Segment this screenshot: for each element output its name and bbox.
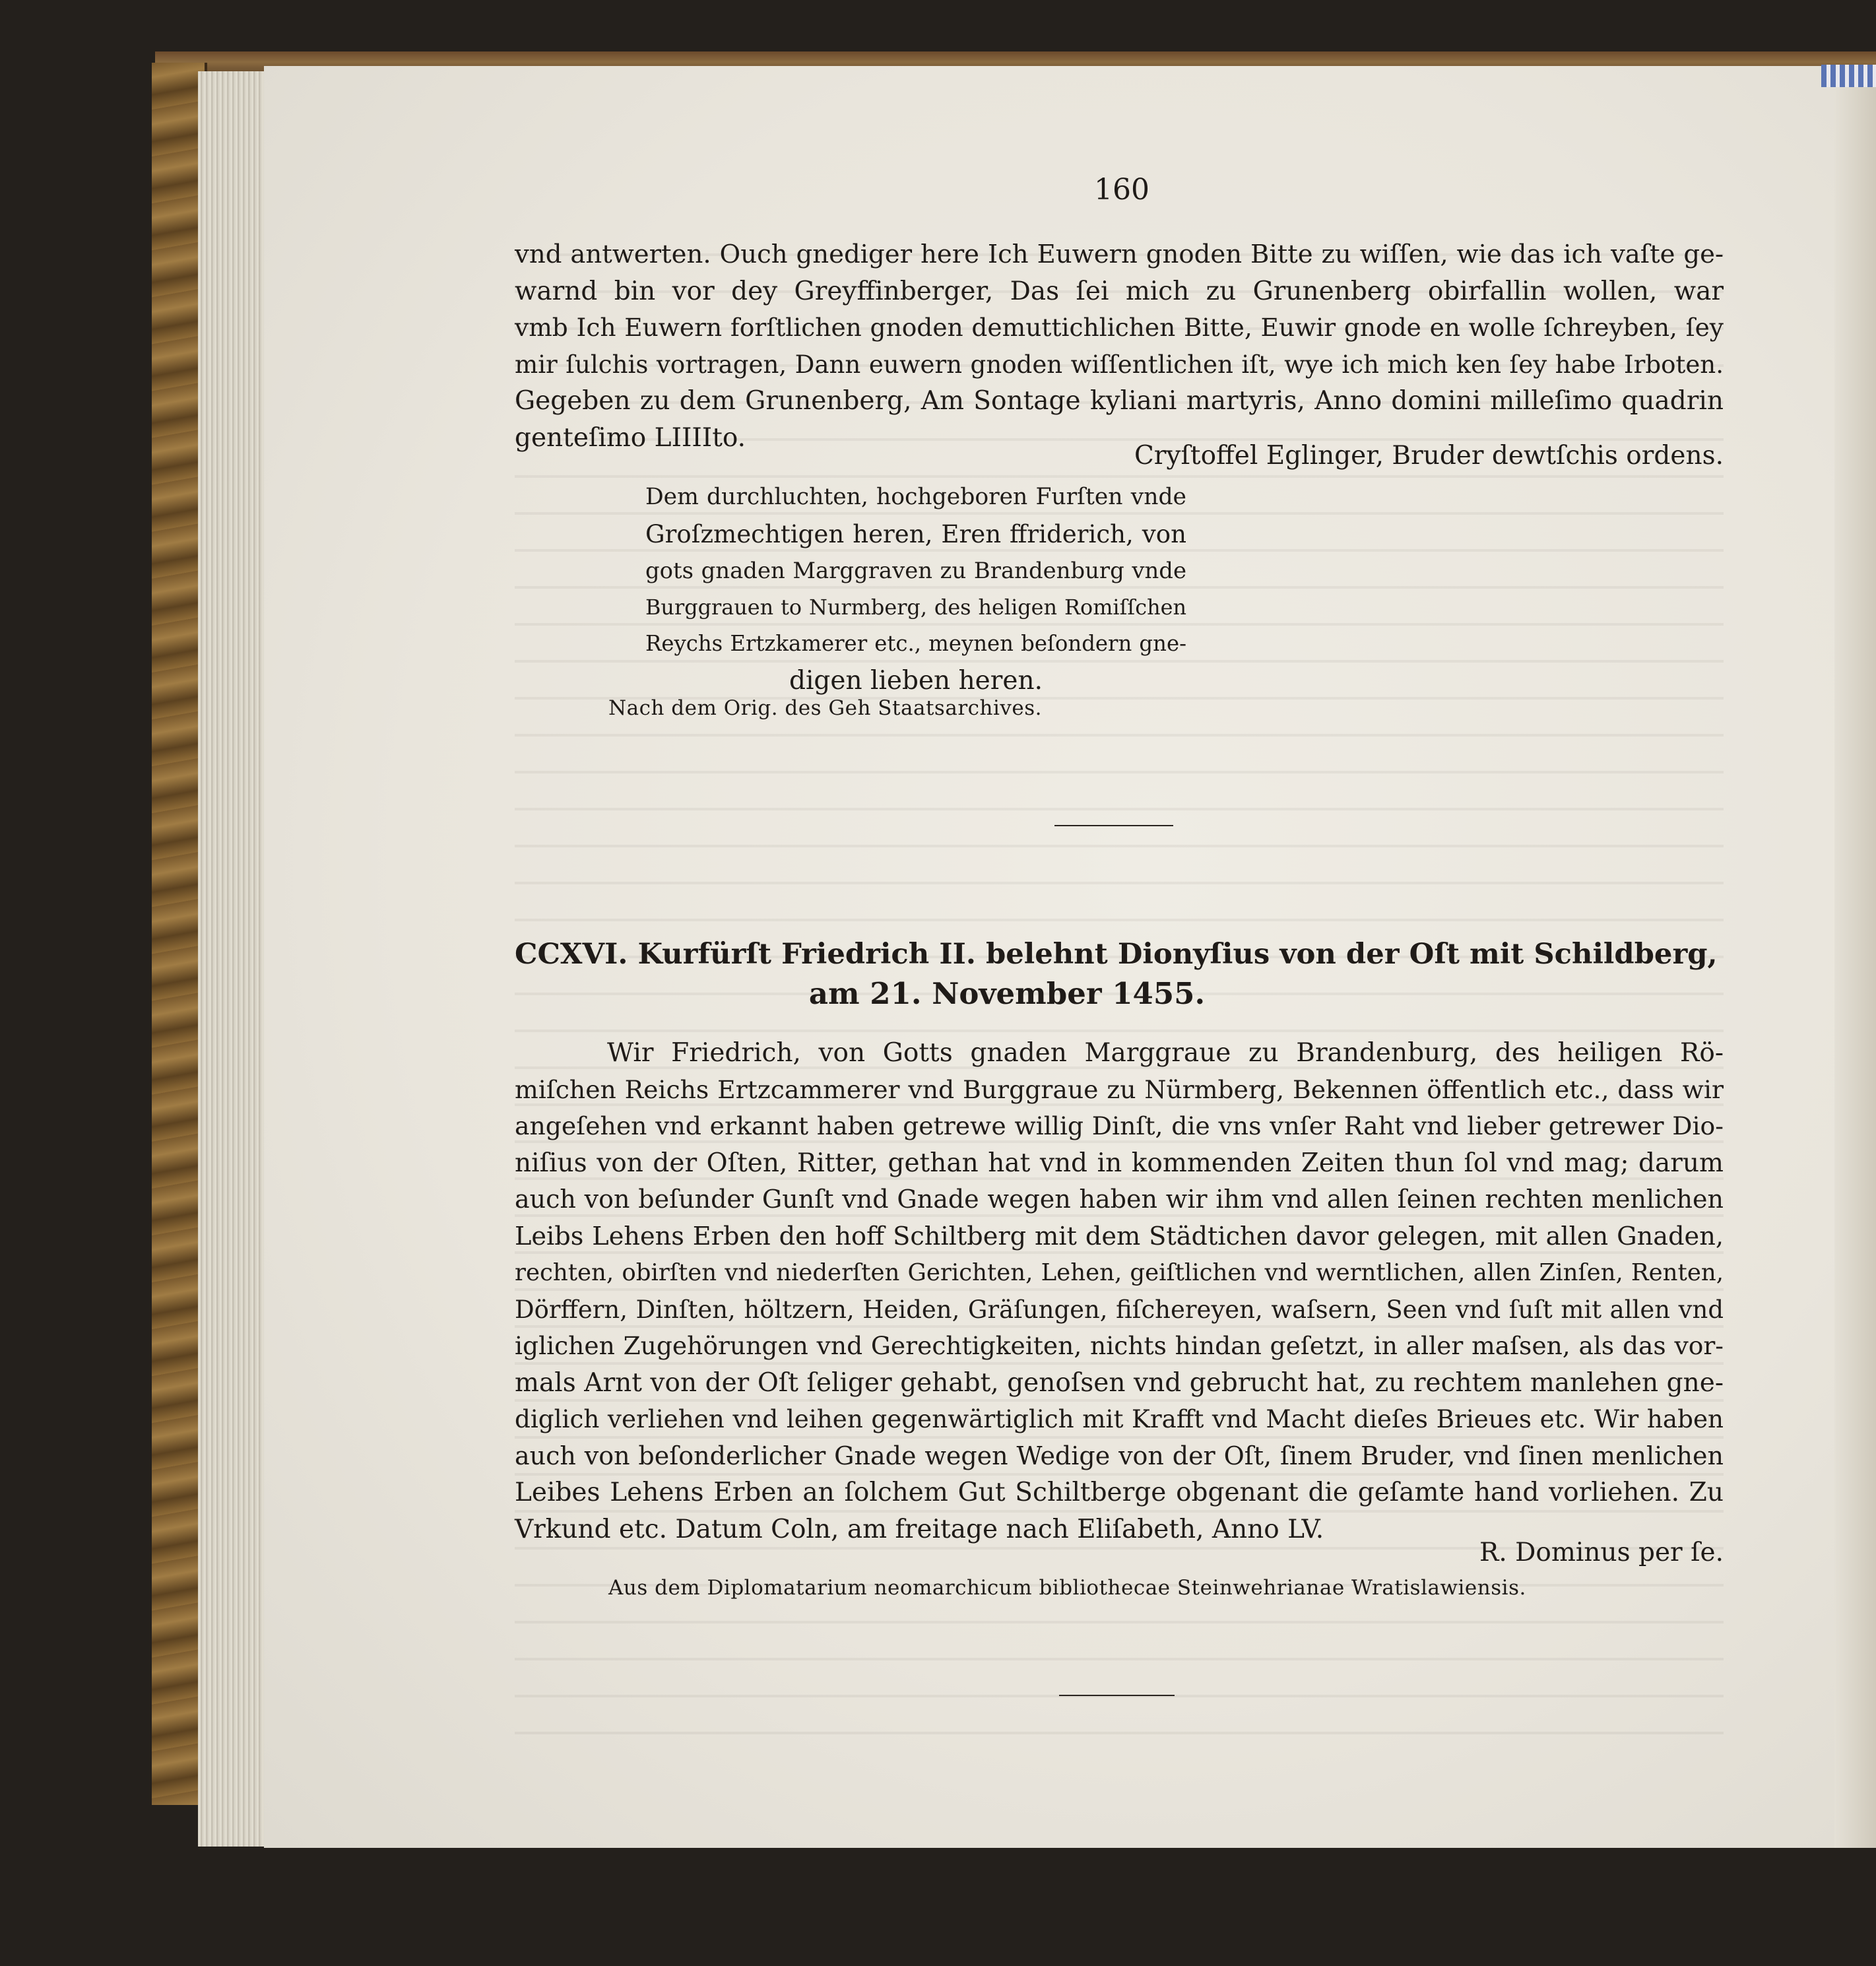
body-line: mals Arnt von der Oſt ſeliger gehabt, genoſsen vnd gebrucht hat, zu rechtem manlehen gne- [515, 1367, 1724, 1398]
document-body [515, 1035, 1724, 1548]
address-line: digen lieben heren. [789, 665, 1043, 696]
body-line: niſius von der Oſten, Ritter, gethan hat vnd in kommenden Zeiten thun ſol vnd mag; darum [515, 1148, 1724, 1178]
page-right-edge [1834, 66, 1876, 1848]
page-number: 160 [1094, 173, 1149, 207]
letter-line: Gegeben zu dem Grunenberg, Am Sontage kyliani martyris, Anno domini milleſimo quadrin [515, 386, 1724, 416]
address-line: gots gnaden Marggraven zu Brandenburg vnde [645, 558, 1186, 583]
letter-address [645, 479, 1186, 699]
body-line: diglich verliehen vnd leihen gegenwärtiglich mit Krafft vnd Macht dieſes Brieues etc. Wir haben [515, 1404, 1724, 1433]
body-line: iglichen Zugehörungen vnd Gerechtigkeiten, nichts hindan geſetzt, in aller maſsen, als das vor- [515, 1331, 1724, 1360]
heading-date: am 21. November 1455. [808, 976, 1206, 1011]
letter-body [515, 236, 1724, 456]
body-line: Leibs Lehens Erben den hoff Schiltberg mit dem Städtichen davor gelegen, mit allen Gnaden, [515, 1221, 1724, 1251]
address-line: Burggrauen to Nurmberg, des heligen Romiſſchen [645, 594, 1186, 620]
letter-line: genteſimo LIIIIto. [515, 422, 746, 453]
letter-line: mir ſulchis vortragen, Dann euwern gnoden wiſſentlichen iſt, wye ich mich ken ſey habe Irboten. [515, 350, 1724, 379]
body-line: rechten, obirſten vnd niederſten Gerichten, Lehen, geiſtlichen vnd werntlichen, allen Zinſen, Renten, [515, 1259, 1724, 1286]
body-line: Vrkund etc. Datum Coln, am freitage nach Eliſabeth, Anno LV. [515, 1514, 1324, 1544]
letter-signature: Cryſtoffel Eglinger, Bruder dewtſchis ordens. [1134, 441, 1724, 471]
heading-line: CCXVI. Kurfürſt Friedrich II. belehnt Dionyſius von der Oſt mit Schildberg, [515, 937, 1718, 971]
letter-line: warnd bin vor dey Greyffinberger, Das ſei mich zu Grunenberg obirfallin wollen, war [515, 276, 1724, 306]
body-line: Dörffern, Dinſten, höltzern, Heiden, Gräſungen, fiſchereyen, waſsern, Seen vnd ſuſt mit allen vnd [515, 1295, 1724, 1324]
address-line: Groſzmechtigen heren, Eren ffriderich, von [645, 519, 1186, 548]
body-line: Leibes Lehens Erben an ſolchem Gut Schiltberge obgenant die geſamte hand vorliehen. Zu [515, 1478, 1724, 1507]
letter-line: vmb Ich Euwern forſtlichen gnoden demuttichlichen Bitte, Euwir gnode en wolle ſchreyben, ſey [515, 313, 1724, 342]
letter-source-note: Nach dem Orig. des Geh Staatsarchives. [608, 696, 1042, 720]
address-line: Reychs Ertzkamerer etc., meynen beſondern gne- [645, 631, 1186, 656]
bookmark-tab [1821, 65, 1876, 87]
document-heading [515, 934, 1724, 1014]
body-line: auch von beſunder Gunſt vnd Gnade wegen haben wir ihm vnd allen ſeinen rechten menlichen [515, 1185, 1724, 1214]
body-line: miſchen Reichs Ertzcammerer vnd Burggraue zu Nürmberg, Bekennen öffentlich etc., dass wir [515, 1074, 1724, 1104]
letter-line: vnd antwerten. Ouch gnediger here Ich Euwern gnoden Bitte zu wiſſen, wie das ich vaſte ge- [515, 240, 1724, 269]
body-line: auch von beſonderlicher Gnade wegen Wedige von der Oſt, ſinem Bruder, vnd ſinen menlichen [515, 1441, 1724, 1470]
end-divider [1059, 1695, 1175, 1696]
body-line: Wir Friedrich, von Gotts gnaden Marggraue zu Brandenburg, des heiligen Rö- [607, 1038, 1724, 1068]
document-source-note: Aus dem Diplomatarium neomarchicum bibliothecae Steinwehrianae Wratislawiensis. [608, 1576, 1526, 1600]
document-signature: R. Dominus per ſe. [1479, 1538, 1724, 1567]
section-divider [1054, 825, 1173, 826]
body-line: angeſehen vnd erkannt haben getrewe willig Dinſt, die vns vnſer Raht vnd lieber getrewer Dio- [515, 1111, 1724, 1140]
page-stack-edges [198, 71, 271, 1847]
address-line: Dem durchluchten, hochgeboren Furſten vnde [645, 484, 1186, 510]
